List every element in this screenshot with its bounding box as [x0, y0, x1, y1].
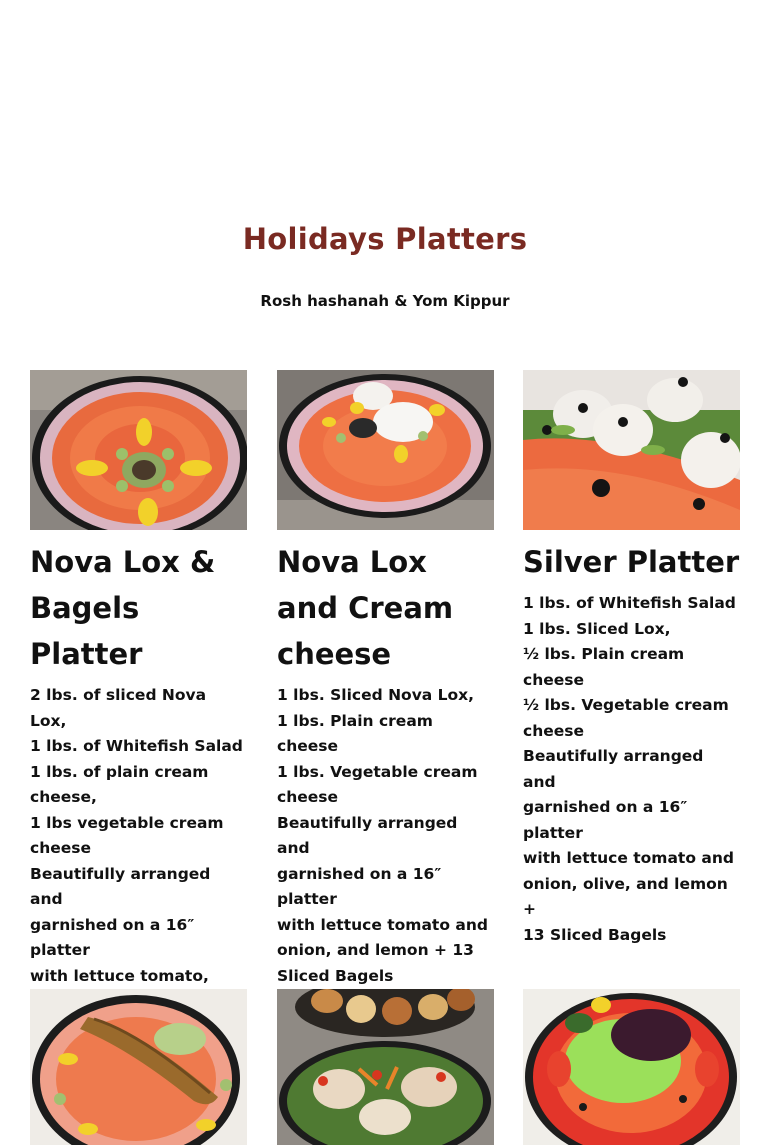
- description-line: Beautifully arranged and: [277, 813, 458, 857]
- description-line: Beautifully arranged and: [523, 747, 704, 791]
- description-line: with lettuce tomato and: [277, 915, 488, 934]
- description-line: cheese: [523, 721, 584, 740]
- description-line: ½ lbs. Plain cream cheese: [523, 645, 685, 689]
- silver-platter-photo[interactable]: [523, 370, 740, 530]
- description-line: 2 lbs. of sliced Nova Lox,: [30, 686, 207, 730]
- description-line: garnished on a 16″ platter: [30, 915, 195, 959]
- description-line: 13 Sliced Bagels: [523, 925, 667, 944]
- description-line: 1 lbs. of plain cream: [30, 762, 209, 781]
- description-line: 1 lbs. Sliced Nova Lox,: [277, 686, 475, 704]
- description-line: Beautifully arranged and: [30, 864, 211, 908]
- platter-title[interactable]: Nova Lox & Bagels Platter: [30, 545, 216, 671]
- description-line: ½ lbs. Vegetable cream: [523, 696, 729, 714]
- description-line: cheese: [30, 839, 91, 857]
- description-line: cheese: [277, 788, 338, 806]
- platter-card-nova-lox-cream-cheese: [277, 370, 494, 989]
- description-line: with lettuce tomato,: [30, 966, 209, 985]
- platter-title[interactable]: Nova Lox and Cream cheese: [277, 545, 454, 671]
- description-line: with lettuce tomato and: [523, 849, 734, 867]
- page-subtitle: Rosh hashanah & Yom Kippur: [260, 292, 510, 310]
- description-line: 1 lbs. Sliced Lox,: [523, 619, 671, 638]
- description-line: onion, olive, and lemon +: [523, 874, 728, 918]
- platter-card-nova-lox-bagels: [30, 370, 247, 1066]
- description-line: garnished on a 16″ platter: [523, 798, 688, 842]
- description-line: onion, and lemon + 13: [277, 941, 474, 959]
- smoked-fish-platter-photo[interactable]: [30, 989, 247, 1145]
- nova-lox-cream-cheese-photo[interactable]: [277, 370, 494, 530]
- description-line: 1 lbs. Vegetable cream: [277, 762, 478, 781]
- platter-description: [277, 683, 494, 989]
- platter-card-silver: [523, 370, 740, 948]
- description-line: 1 lbs. Plain cream cheese: [277, 711, 433, 755]
- description-line: garnished on a 16″ platter: [277, 864, 442, 908]
- platter-title[interactable]: Silver Platter: [523, 545, 740, 579]
- fruit-platter-photo[interactable]: [523, 989, 740, 1145]
- description-line: Sliced Bagels: [277, 966, 394, 985]
- platter-description: [523, 591, 740, 948]
- nova-lox-bagels-platter-photo[interactable]: [30, 370, 247, 530]
- description-line: cheese,: [30, 788, 97, 806]
- description-line: 1 lbs. of Whitefish Salad: [30, 737, 243, 755]
- description-line: 1 lbs. of Whitefish Salad: [523, 594, 736, 612]
- page-title: Holidays Platters: [242, 222, 528, 256]
- description-line: 1 lbs vegetable cream: [30, 813, 224, 832]
- bagels-salad-platter-photo[interactable]: [277, 989, 494, 1145]
